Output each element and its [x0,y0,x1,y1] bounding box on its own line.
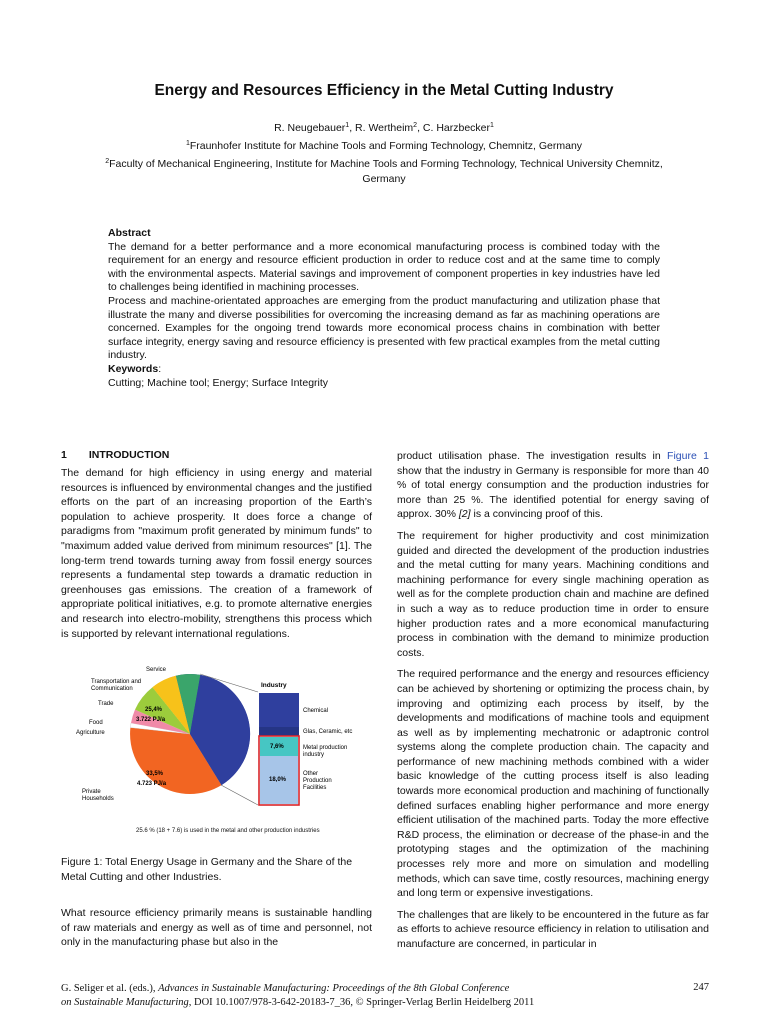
keywords-heading: Keywords [108,362,159,375]
footer-line-1 [61,982,711,996]
author-3-sup: 1 [490,122,494,129]
author-list [0,122,768,134]
affiliation-1-sup: 1 [185,140,190,147]
page-number: 247 [693,982,709,993]
author-1: R. Neugebauer [274,122,346,134]
footer-book-title: Advances in Sustainable Manufacturing: Proceedings of the 8th Global Conference [158,983,510,994]
keywords-heading-line [108,363,660,377]
affiliation-1 [0,140,768,152]
author-3: , C. Harzbecker [417,122,491,134]
label-private-1: Private [82,789,101,795]
right-paragraph-1 [397,449,709,522]
keywords-colon: : [158,362,162,375]
value-other-pct: 18,0% [269,777,287,783]
footer-line-2 [61,996,711,1010]
label-private-2: Households [82,796,114,802]
label-chemical: Chemical [303,708,329,714]
right-column-text [397,449,709,959]
footer-editors: G. Seliger et al. (eds.), [61,983,159,994]
bar-chemical [259,693,299,727]
label-transport-1: Transportation and [91,679,142,685]
label-glas: Glas, Ceramic, etc [303,729,353,735]
section-number: 1 [61,449,67,461]
right-p1-c: is a convincing proof of this. [470,508,604,521]
label-food: Food [89,720,103,726]
footer-book-title-2: on Sustainable Manufacturing [61,997,189,1008]
abstract-block [108,227,660,390]
footer-doi: , DOI 10.1007/978-3-642-20183-7_36, © Springer-Verlag Berlin Heidelberg 2011 [188,997,535,1008]
abstract-paragraph-1: The demand for a better performance and a more economical manufacturing process is combined today with the requirement for an energy and resource efficient production in order to reduce cost and at the same time to comply with the environmental aspects. Material savings and improvement of component properties in key industries have led to challenges being identified in machining processes. [108,240,660,294]
label-other-3: Facilities [303,785,327,791]
right-p1-a: product utilisation phase. The investigation results in [397,450,668,462]
author-2: , R. Wertheim [349,122,414,134]
left-column-text [61,466,372,648]
label-industry: Industry [261,682,287,689]
label-service: Service [146,667,167,673]
value-industry-pct: 25,4% [145,707,163,713]
abstract-paragraph-2: Process and machine-orientated approaches are emerging from the product manufacturing and utilization phase that illustrate the many and diverse possibilities for overcoming the increasing demand as far as machining operations are concerned. Examples for the ongoing trend towards more economical process chains in combination with better surface integrity, energy saving and resource efficiency is presented with few practical examples from the metal cutting industry. [108,294,660,362]
label-transport-2: Communication [91,686,133,692]
abstract-heading: Abstract [108,227,151,239]
label-other-2: Production [303,778,332,784]
value-metal-pct: 7,6% [270,744,284,750]
value-private-pj: 4.723 PJ/a [137,781,167,787]
value-private-pct: 33,5% [146,771,164,777]
author-1-sup: 1 [345,122,350,129]
label-trade: Trade [98,701,114,707]
citation-2: [2] [458,508,471,521]
connector-bottom [221,785,258,805]
right-paragraph-2: The requirement for higher productivity and cost minimization guided and directed the development of the production industries and the metal cutting for many years. Machining conditions and machining performance for every single machining operation as well as for the complete production chain and machine are defined in such a way as to reduce production time in order to ensure higher production rates and a more economical manufacturing process in combination with the demand to minimize production costs. [397,529,709,659]
paper-title: Energy and Resources Efficiency in the Metal Cutting Industry [154,82,614,99]
intro-paragraph-1: The demand for high efficiency in using energy and material resources is influenced by environmental changes and the justified efforts on the part of an increasing proportion of the Earth’s population to achieve prosperity. It does force a change of paradigms from "maximum profit generated by minimum funds" to "maximum added value derived from minimum resources" [1]. The long-term trend towards turning away from fossil energy sources represents a fundamental step towards a dramatic reduction in greenhouses gas emissions. The creation of a framework of appropriate political initiatives, e.g. to promote alternative energies and research into electro-mobility, strengthens this process which is supported by relevant international regulations. [61,467,372,640]
affiliation-1-text: Fraunhofer Institute for Machine Tools and Forming Technology, Chemnitz, Germany [189,140,583,152]
label-other-1: Other [303,771,319,777]
page-footer [61,982,711,1010]
right-paragraph-4: The challenges that are likely to be encountered in the future as far as efforts to achieve resource efficiency in relation to utilisation and manufacture are concerned, in particular in [397,908,709,950]
affiliation-2-text: Faculty of Mechanical Engineering, Institute for Machine Tools and Forming Technology, Technical University Chemnitz, Germany [109,158,663,185]
figure-1-chart [70,660,370,845]
author-2-sup: 2 [413,122,418,129]
figure-1-caption: Figure 1: Total Energy Usage in Germany and the Share of the Metal Cutting and other Industries. [61,856,353,883]
figure-note: 25.6 % (18 + 7.6) is used in the metal and other production industries [136,828,320,834]
label-metal-1: Metal production [303,745,348,751]
intro-paragraph-2: What resource efficiency primarily means is sustainable handling of raw materials and energy as well as of time and personnel, not only in the manufacturing phase but also in the [61,907,372,949]
section-title: INTRODUCTION [88,449,170,461]
label-metal-2: industry [303,752,325,758]
right-paragraph-3: The required performance and the energy and resources efficiency can be achieved by shortening or optimizing the process chain, by improving and optimizing each process by itself, by the developments and modifications of machine tools and equipment as well as by implementing mechatronic or adaptronic control systems along the complete production chain. The capacity and performance of new machining methods combined with a wider basic knowledge of the cutting process itself is also leading towards more economical production and machining of functionally defined surfaces enabling higher performance and more energy efficient utilisation of the machined parts. Today the more effective R&D process, the elimination or decrease of the phase-in and the prototyping stages and the optimization of the machining processes rely more and more on simulation and modelling methods, which can save time, costly resources, machining energy and long term or expensive investigations. [397,668,709,900]
figure-1-link[interactable]: Figure 1 [667,450,709,462]
label-agriculture: Agriculture [76,730,105,736]
section-heading [61,449,191,461]
affiliation-2-sup: 2 [105,158,110,165]
keywords-list: Cutting; Machine tool; Energy; Surface Integrity [108,376,329,389]
bar-glas [259,727,299,736]
right-p1-b: show that the industry in Germany is responsible for more than 40 % of total energy consumption and the production industries for more than 25 %. The identified potential for energy saving of approx. 30% [397,464,709,521]
value-industry-pj: 3.722 PJ/a [136,717,166,723]
affiliation-2 [100,157,668,187]
